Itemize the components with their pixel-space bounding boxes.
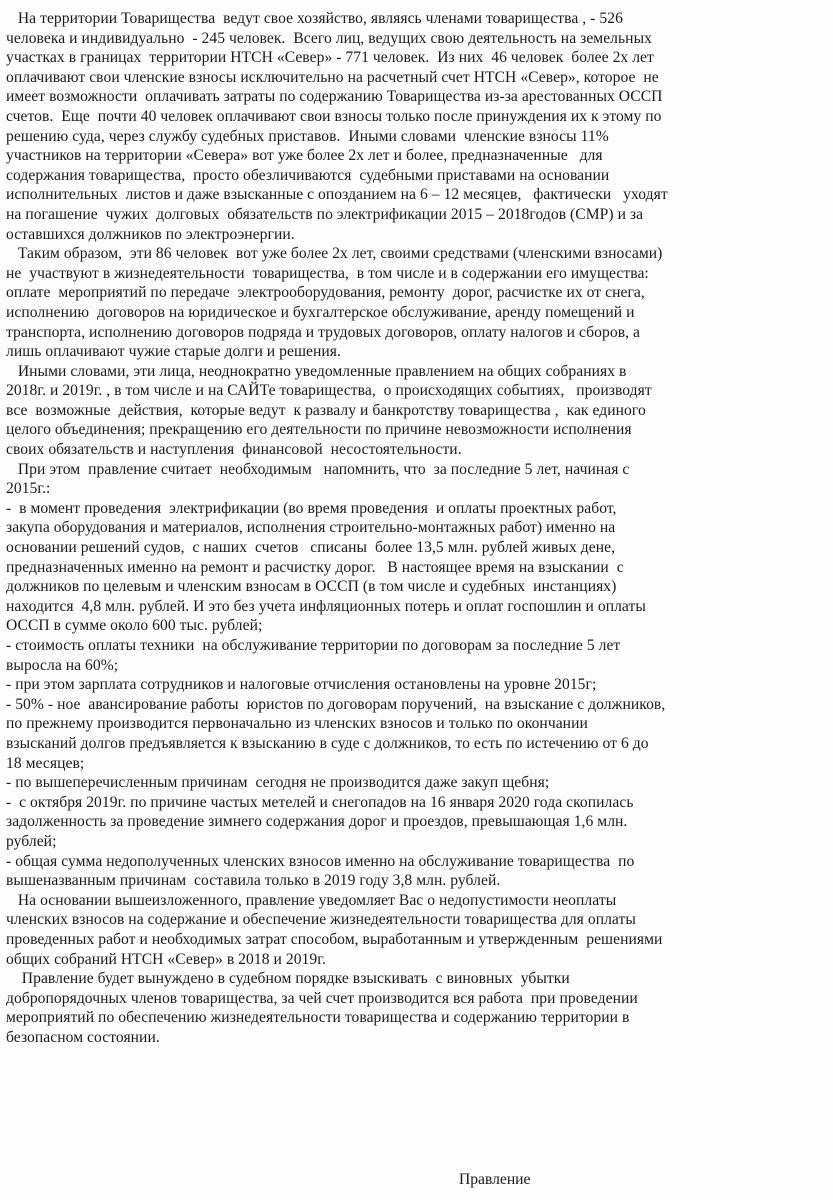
- text-line: рублей;: [6, 832, 57, 850]
- text-line: 2015г.:: [6, 480, 51, 498]
- text-line: своих обязательств и наступления финансовой несостоятельности.: [6, 441, 462, 459]
- paragraph: [6, 695, 828, 773]
- text-line: общих собраний НТСН «Север» в 2018 и 2019г.: [6, 950, 326, 968]
- paragraph: [6, 891, 828, 969]
- text-line: имеет возможности оплачивать затраты по содержанию Товарищества из-за арестованных ОССП: [6, 88, 663, 106]
- text-line: - стоимость оплаты техники на обслуживание территории по договорам за последние 5 лет: [6, 637, 621, 654]
- text-line: - общая сумма недополученных членских взносов именно на обслуживание товарищества по: [6, 852, 635, 870]
- paragraph: [6, 852, 828, 891]
- text-line: человека и индивидуально - 245 человек. Всего лиц, ведущих свою деятельность на земельных: [6, 29, 652, 47]
- paragraph: [6, 793, 828, 852]
- text-line: лишь оплачивают чужие старые долги и решения.: [6, 343, 341, 361]
- text-line: участников на территории «Севера» вот уже более 2х лет и более, предназначенные для: [6, 147, 603, 165]
- paragraph: [6, 636, 828, 675]
- text-line: 2018г. и 2019г. , в том числе и на САЙТе товарищества, о происходящих событиях, производят: [6, 382, 652, 400]
- text-line: проведенных работ и необходимых затрат способом, выработанным и утвержденным решениями: [6, 930, 663, 948]
- text-line: исполнению договоров на юридическое и бухгалтерское обслуживание, аренду помещений и: [6, 303, 635, 321]
- text-line: участках в границах территории НТСН «Север» - 771 человек. Из них 46 человек более 2х лет: [6, 49, 654, 67]
- text-line: - по вышеперечисленным причинам сегодня не производится даже закуп щебня;: [6, 774, 550, 792]
- paragraph: [6, 773, 828, 793]
- text-line: исполнительных листов и даже взысканные с опозданием на 6 – 12 месяцев, фактически уходят: [6, 186, 668, 204]
- text-line: находится 4,8 млн. рублей. И это без учета инфляционных потерь и оплат госпошлин и оплаты: [6, 597, 646, 615]
- text-line: решению суда, через службу судебных приставов. Иными словами членские взносы 11%: [6, 127, 609, 145]
- paragraph: [6, 362, 828, 460]
- text-line: мероприятий по обеспечению жизнедеятельности товарищества и содержанию территории в: [6, 1009, 630, 1027]
- paragraph: [6, 460, 828, 499]
- text-line: выросла на 60%;: [6, 656, 119, 674]
- text-line: вышеназванным причинам составила только в 2019 году 3,8 млн. рублей.: [6, 872, 501, 890]
- text-line: счетов. Еще почти 40 человек оплачивают свои взносы только после принуждения их к этому по: [6, 107, 662, 125]
- signature: Правление: [459, 1171, 531, 1188]
- text-line: основании решений судов, с наших счетов списаны более 13,5 млн. рублей живых дене,: [6, 539, 616, 557]
- text-line: - в момент проведения электрификации (во время проведения и оплаты проектных работ,: [6, 499, 617, 517]
- text-line: безопасном состоянии.: [6, 1028, 160, 1046]
- text-line: - 50% - ное авансирование работы юристов по договорам поручений, на взыскание с должников,: [6, 695, 666, 713]
- text-line: на погашение чужих долговых обязательств по электрификации 2015 – 2018годов (СМР) и за: [6, 205, 644, 223]
- text-line: ОССП в сумме около 600 тыс. рублей;: [6, 617, 263, 635]
- text-line: оплате мероприятий по передаче электрооборудования, ремонту дорог, расчистке их от снега,: [6, 284, 645, 302]
- text-line: - при этом зарплата сотрудников и налоговые отчисления остановлены на уровне 2015г;: [6, 676, 597, 694]
- text-line: На основании вышеизложенного, правление уведомляет Вас о недопустимости неоплаты: [6, 891, 617, 909]
- text-line: все возможные действия, которые ведут к развалу и банкротству товарищества , как единого: [6, 401, 646, 419]
- text-line: по прежнему производится первоначально из членских взносов и только по окончании: [6, 715, 588, 733]
- text-line: должников по целевым и членским взносам в ОССП (в том числе и судебных инстанциях): [6, 578, 617, 596]
- paragraph: [6, 244, 828, 362]
- text-line: закупа оборудования и материалов, исполнения строительно-монтажных работ) именно на: [6, 519, 616, 537]
- paragraph: [6, 675, 828, 695]
- paragraph: [6, 969, 828, 1047]
- text-line: задолженность за проведение зимнего содержания дорог и проездов, превышающая 1,6 млн.: [6, 813, 628, 831]
- document-body: [6, 9, 828, 1047]
- text-line: Иными словами, эти лица, неоднократно уведомленные правлением на общих собраниях в: [6, 362, 627, 380]
- text-line: Таким образом, эти 86 человек вот уже более 2х лет, своими средствами (членскими взносами): [6, 245, 663, 263]
- text-line: транспорта, исполнению договоров подряда и трудовых договоров, оплату налогов и сборов, а: [6, 323, 640, 341]
- text-line: членских взносов на содержание и обеспечение жизнедеятельности товарищества для оплаты: [6, 911, 636, 929]
- text-line: предназначенных именно на ремонт и расчистку дорог. В настоящее время на взыскании с: [6, 558, 624, 576]
- text-line: содержания товарищества, просто обезличиваются судебными приставами на основании: [6, 166, 610, 184]
- text-line: взысканий долгов предъявляется к взысканию в суде с должников, то есть по истечению от 6 до: [6, 734, 649, 752]
- text-line: При этом правление считает необходимым напомнить, что за последние 5 лет, начиная с: [6, 460, 630, 478]
- text-line: На территории Товарищества ведут свое хозяйство, являясь членами товарищества , - 526: [6, 10, 623, 27]
- paragraph: [6, 499, 828, 636]
- text-line: не участвуют в жизнедеятельности товарищества, в том числе и в содержании его имущества:: [6, 264, 649, 282]
- text-line: оплачивают свои членские взносы исключительно на расчетный счет НТСН «Север», которое не: [6, 68, 659, 86]
- text-line: Правление будет вынуждено в судебном порядке взыскивать с виновных убытки: [6, 970, 570, 988]
- text-line: 18 месяцев;: [6, 754, 85, 772]
- text-line: целого объединения; прекращению его деятельности по причине невозможности исполнения: [6, 421, 632, 439]
- text-line: добропорядочных членов товарищества, за чей счет производится вся работа при проведении: [6, 989, 638, 1007]
- text-line: оставшихся должников по электроэнергии.: [6, 225, 295, 243]
- paragraph: [6, 9, 828, 244]
- text-line: - с октября 2019г. по причине частых метелей и снегопадов на 16 января 2020 года скопилась: [6, 793, 634, 811]
